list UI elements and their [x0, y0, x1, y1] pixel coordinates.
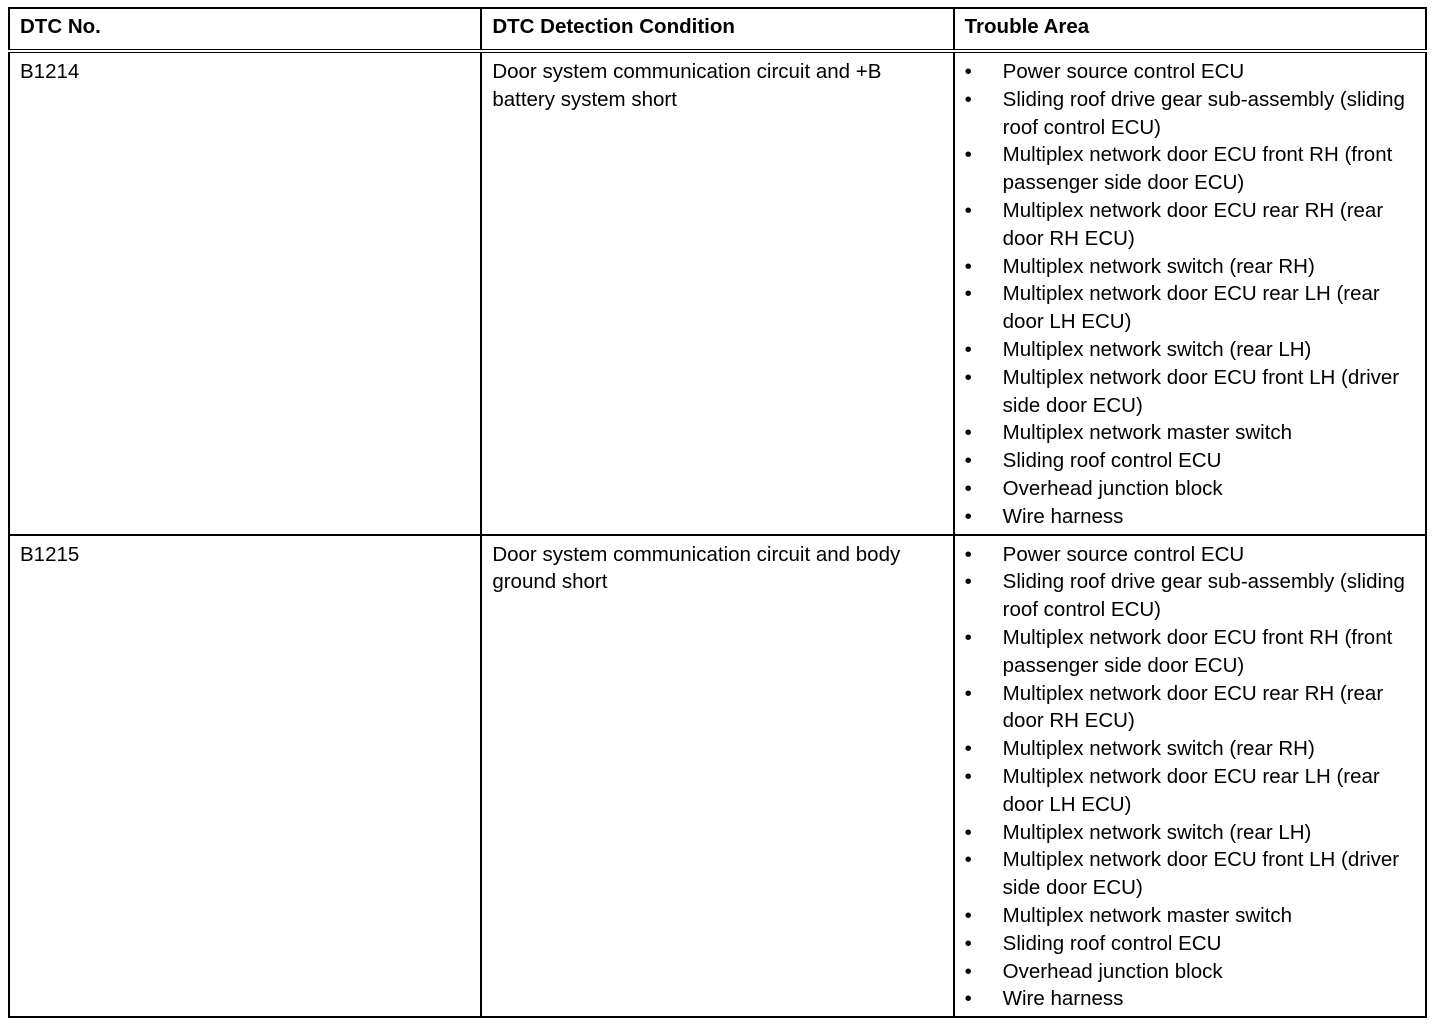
trouble-area-item [965, 819, 1415, 847]
trouble-area-text: Sliding roof control ECU [1002, 449, 1222, 473]
trouble-area-text: Multiplex network door ECU rear LH (rear door LH ECU) [1002, 764, 1380, 816]
bullet-icon: • [964, 337, 972, 361]
trouble-area-text: Multiplex network door ECU rear RH (rear door RH ECU) [1002, 198, 1384, 250]
bullet-icon: • [964, 365, 972, 389]
trouble-area-list [965, 541, 1415, 1014]
header-dtc-no: DTC No. [9, 8, 481, 51]
trouble-area-item [965, 624, 1415, 680]
trouble-area-cell [954, 51, 1426, 535]
bullet-icon: • [964, 421, 972, 445]
bullet-icon: • [964, 60, 972, 83]
header-trouble-area: Trouble Area [954, 8, 1426, 51]
trouble-area-item [965, 763, 1415, 819]
detection-condition-cell: Door system communication circuit and body ground short [481, 535, 953, 1018]
bullet-icon: • [964, 959, 972, 983]
bullet-icon: • [964, 449, 972, 473]
trouble-area-item [965, 846, 1415, 902]
trouble-area-item [965, 958, 1415, 986]
trouble-area-text: Multiplex network door ECU front RH (front passenger side door ECU) [1002, 143, 1393, 195]
bullet-icon: • [964, 764, 972, 788]
bullet-icon: • [964, 254, 972, 278]
trouble-area-item [965, 419, 1415, 447]
table-body [9, 51, 1426, 1017]
trouble-area-cell [954, 535, 1426, 1018]
trouble-area-text: Sliding roof control ECU [1002, 931, 1222, 955]
trouble-area-text: Power source control ECU [1002, 542, 1245, 566]
bullet-icon: • [964, 198, 972, 222]
trouble-area-item [965, 364, 1415, 420]
trouble-area-text: Multiplex network master switch [1002, 903, 1293, 927]
trouble-area-item [965, 680, 1415, 736]
trouble-area-item [965, 86, 1415, 142]
trouble-area-item [965, 503, 1415, 531]
trouble-area-text: Multiplex network switch (rear LH) [1002, 337, 1312, 361]
bullet-icon: • [964, 504, 972, 528]
header-detection-condition: DTC Detection Condition [481, 8, 953, 51]
trouble-area-list [965, 58, 1415, 531]
bullet-icon: • [964, 903, 972, 927]
bullet-icon: • [964, 570, 972, 594]
bullet-icon: • [964, 476, 972, 500]
trouble-area-item [965, 253, 1415, 281]
detection-condition-cell: Door system communication circuit and +B battery system short [481, 51, 953, 535]
bullet-icon: • [964, 987, 972, 1011]
trouble-area-text: Multiplex network door ECU rear LH (rear door LH ECU) [1002, 282, 1380, 334]
dtc-number-cell: B1214 [9, 51, 481, 535]
bullet-icon: • [964, 848, 972, 872]
bullet-icon: • [964, 542, 972, 566]
trouble-area-item [965, 902, 1415, 930]
bullet-icon: • [964, 625, 972, 649]
bullet-icon: • [964, 87, 972, 111]
trouble-area-text: Sliding roof drive gear sub-assembly (sliding roof control ECU) [1002, 87, 1405, 139]
trouble-area-text: Multiplex network master switch [1002, 421, 1293, 445]
trouble-area-item [965, 735, 1415, 763]
trouble-area-item [965, 141, 1415, 197]
header-row [9, 8, 1426, 51]
trouble-area-item [965, 336, 1415, 364]
bullet-icon: • [964, 737, 972, 761]
trouble-area-text: Overhead junction block [1002, 476, 1223, 500]
trouble-area-item [965, 541, 1415, 569]
trouble-area-text: Power source control ECU [1002, 60, 1245, 83]
trouble-area-text: Multiplex network switch (rear RH) [1002, 737, 1315, 761]
dtc-table [8, 7, 1427, 1018]
trouble-area-text: Multiplex network switch (rear LH) [1002, 820, 1312, 844]
bullet-icon: • [964, 143, 972, 167]
trouble-area-text: Multiplex network door ECU front LH (driver side door ECU) [1002, 848, 1400, 900]
trouble-area-item [965, 475, 1415, 503]
table-row [9, 51, 1426, 535]
trouble-area-text: Sliding roof drive gear sub-assembly (sliding roof control ECU) [1002, 570, 1405, 622]
trouble-area-item [965, 58, 1415, 86]
trouble-area-item [965, 985, 1415, 1013]
table-row [9, 535, 1426, 1018]
trouble-area-item [965, 197, 1415, 253]
trouble-area-item [965, 568, 1415, 624]
bullet-icon: • [964, 931, 972, 955]
trouble-area-text: Wire harness [1002, 987, 1124, 1011]
trouble-area-text: Multiplex network door ECU rear RH (rear door RH ECU) [1002, 681, 1384, 733]
bullet-icon: • [964, 681, 972, 705]
trouble-area-text: Overhead junction block [1002, 959, 1223, 983]
dtc-number-cell: B1215 [9, 535, 481, 1018]
bullet-icon: • [964, 820, 972, 844]
trouble-area-item [965, 930, 1415, 958]
trouble-area-text: Multiplex network door ECU front RH (front passenger side door ECU) [1002, 625, 1393, 677]
trouble-area-text: Multiplex network door ECU front LH (driver side door ECU) [1002, 365, 1400, 417]
trouble-area-text: Wire harness [1002, 504, 1124, 528]
trouble-area-item [965, 280, 1415, 336]
trouble-area-item [965, 447, 1415, 475]
trouble-area-text: Multiplex network switch (rear RH) [1002, 254, 1315, 278]
bullet-icon: • [964, 282, 972, 306]
